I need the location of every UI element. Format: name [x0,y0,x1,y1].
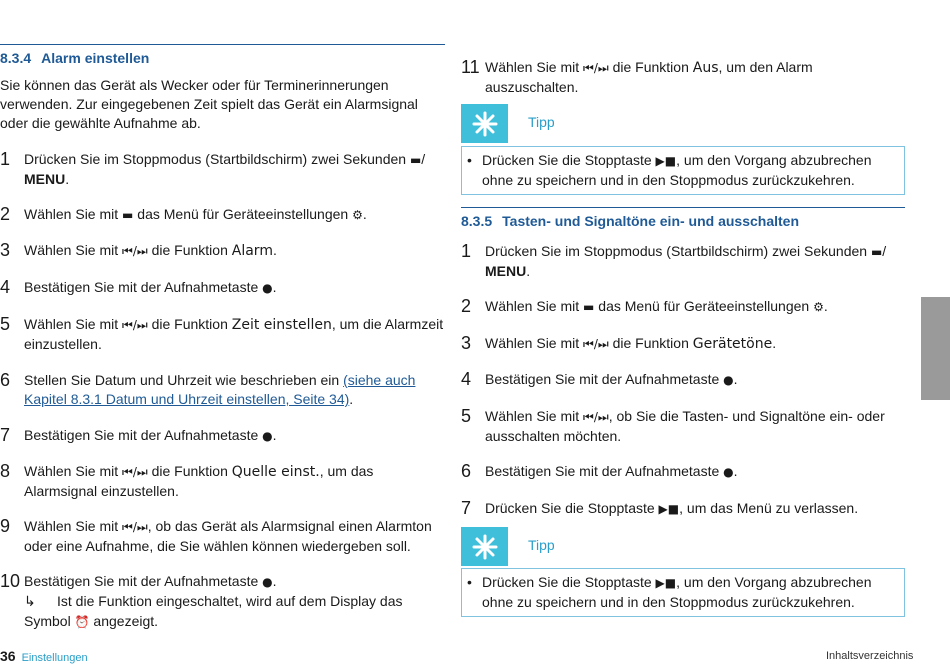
tip-star-icon [461,527,508,566]
alarm-symbol-icon: ⏰ [74,615,90,629]
section-number: 8.3.4 [0,50,32,66]
record-button-icon: ● [723,465,734,479]
chapter-link[interactable]: (siehe auch Kapitel 8.3.1 Datum und Uhrzeit einstellen, Seite 34) [24,372,416,407]
function-name: Gerätetöne [692,336,773,352]
section-rule [461,207,905,208]
step-number: 1 [0,149,11,169]
tip-label: Tipp [528,114,555,130]
record-button-icon: ● [262,575,273,589]
function-name: Zeit einstellen [231,317,332,333]
footer-section-link[interactable]: Einstellungen [21,652,88,664]
section-title: Tasten- und Signaltöne ein- und ausschalten [502,213,800,229]
step-result: ↳ Ist die Funktion eingeschaltet, wird auf dem Display das Symbol ⏰ angezeigt. [24,593,403,629]
record-button-icon: ● [262,429,273,443]
chapter-side-tab[interactable] [921,297,950,400]
settings-icon: ⚙ [813,300,824,314]
settings-icon: ⚙ [352,208,363,222]
tip-header [461,104,905,143]
function-name: Quelle einst. [231,464,320,480]
folder-icon: ▬ [870,245,883,259]
section-title: Alarm einstellen [41,50,150,66]
bullet: • [467,152,472,168]
section-heading-tones [461,213,799,229]
menu-key: MENU [485,263,527,279]
intro-paragraph: Sie können das Gerät als Wecker oder für Terminerinnerungen verwenden. Zur eingegebenen Zeit spielt das Gerät ein Alarmsignal oder die gewählte Aufnahme ab. [0,77,418,131]
skip-buttons-icon: ⏮/⏭ [583,61,609,75]
skip-buttons-icon: ⏮/⏭ [583,410,609,424]
record-button-icon: ● [723,373,734,387]
function-name: Alarm [231,243,273,259]
bullet: • [467,574,472,590]
folder-icon: ▬ [122,208,134,222]
result-arrow-icon: ↳ [24,594,36,610]
folder-icon: ▬ [409,153,422,167]
tip-box: • Drücken Sie die Stopptaste ▶■, um den Vorgang abzubrechen ohne zu speichern und in den Stoppmodus zurückzukehren. [461,568,905,617]
skip-buttons-icon: ⏮/⏭ [583,337,609,351]
stop-play-icon: ▶■ [655,154,677,168]
skip-buttons-icon: ⏮/⏭ [122,244,148,258]
tip-star-icon [461,104,508,143]
function-name: Aus [692,60,719,76]
toc-link[interactable]: Inhaltsverzeichnis [826,650,914,662]
record-button-icon: ● [262,281,273,295]
skip-buttons-icon: ⏮/⏭ [122,520,148,534]
section-rule [0,44,445,45]
menu-key: MENU [24,171,66,187]
skip-buttons-icon: ⏮/⏭ [122,465,148,479]
section-number: 8.3.5 [461,213,493,229]
stop-play-icon: ▶■ [655,576,677,590]
skip-buttons-icon: ⏮/⏭ [122,318,148,332]
tip-label: Tipp [528,537,555,553]
section-heading-alarm [0,50,149,66]
footer-left [0,648,88,664]
folder-icon: ▬ [583,300,595,314]
page-number: 36 [0,648,16,664]
stop-play-icon: ▶■ [658,502,680,516]
tip-box: • Drücken Sie die Stopptaste ▶■, um den Vorgang abzubrechen ohne zu speichern und in den Stoppmodus zurückzukehren. [461,146,905,195]
tip-header [461,527,905,566]
